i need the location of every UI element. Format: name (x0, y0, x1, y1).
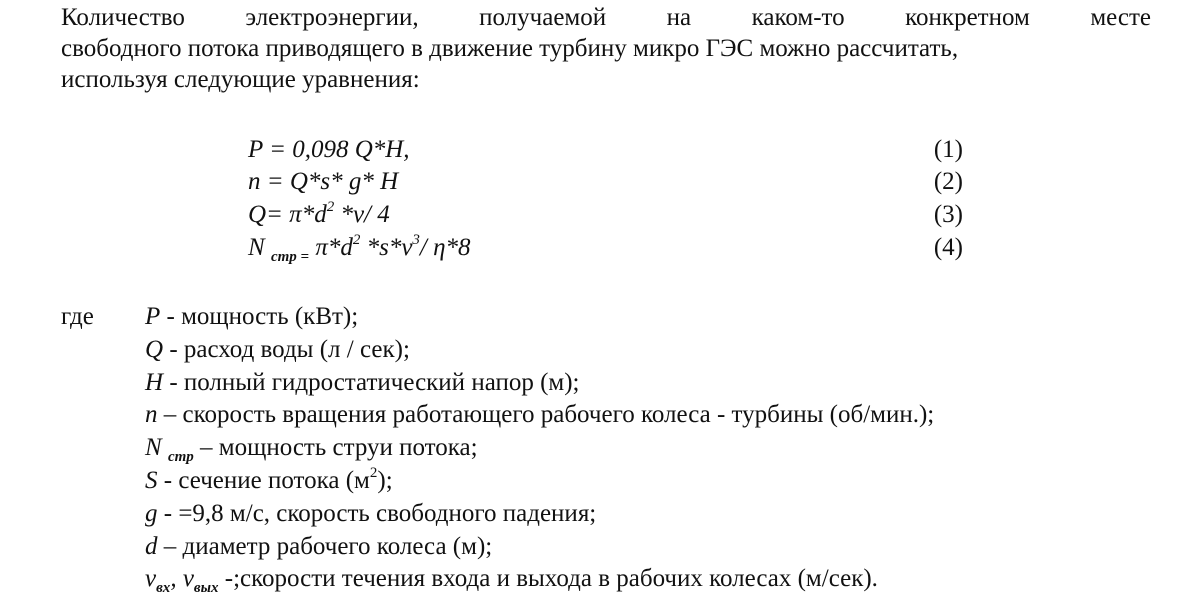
where-label: где (61, 303, 94, 330)
def-text: – диаметр рабочего колеса (м); (157, 532, 493, 560)
equation-1-number: (1) (933, 136, 963, 163)
def-text: - полный гидростатический напор (м); (163, 368, 580, 396)
def-text: - сечение потока (м (157, 466, 370, 494)
definition-section (145, 465, 1185, 498)
eq3-exponent: 2 (326, 199, 335, 215)
def-text: – скорость вращения работающего рабочего колеса - турбины (об/мин.); (157, 401, 935, 429)
def-symbol: v (145, 565, 157, 593)
definition-head (145, 367, 1185, 400)
def-symbol: P (145, 303, 161, 330)
def-symbol: N (145, 434, 168, 462)
equation-2 (248, 166, 963, 198)
eq4-exponent-2: 3 (412, 232, 420, 248)
eq4-part-1: π*d (309, 234, 353, 261)
def-subscript: стр (167, 449, 194, 466)
def-symbol: d (145, 532, 158, 560)
eq2-text: n = Q*s* g* H (248, 168, 399, 195)
def-subscript-in: вх (156, 580, 171, 597)
eq4-symbol: N (248, 234, 271, 261)
def-text: - =9,8 м/с, скорость свободного падения; (157, 499, 597, 527)
intro-line-3: используя следующие уравнения: (61, 66, 420, 93)
equation-2-number: (2) (933, 168, 963, 195)
intro-line-2: свободного потока приводящего в движение турбину микро ГЭС можно рассчитать, (61, 35, 959, 62)
definition-diameter (145, 531, 1185, 564)
def-symbol: H (145, 368, 164, 396)
eq1-text: P = 0,098 Q*H, (248, 136, 410, 163)
definition-rotation-speed (145, 399, 1185, 432)
equation-4-formula (248, 232, 471, 267)
def-text: – мощность струи потока; (193, 434, 478, 462)
equation-3-number: (3) (933, 201, 963, 228)
eq3-part-2: *v/ 4 (334, 201, 390, 228)
equation-1 (248, 134, 963, 166)
equation-2-formula (248, 166, 398, 198)
intro-paragraph (61, 2, 1151, 95)
def-subscript-out: вых (193, 580, 219, 597)
eq4-subscript: стр = (270, 249, 310, 265)
definition-velocities (145, 563, 1185, 596)
def-symbol: S (145, 466, 158, 494)
eq4-part-3: / η*8 (419, 234, 471, 261)
eq3-part-1: Q= π*d (248, 201, 327, 228)
def-text: - расход воды (л / сек); (163, 335, 410, 363)
def-text: -;скорости течения входа и выхода в рабочих колесах (м/сек). (218, 565, 878, 593)
eq4-part-2: *s*v (360, 234, 413, 261)
def-symbol: Q (145, 335, 164, 363)
def-symbol-2: , v (170, 565, 194, 593)
equation-3 (248, 199, 963, 231)
equation-3-formula (248, 199, 390, 231)
definition-flow (145, 334, 1185, 367)
definition-power (145, 301, 1185, 334)
def-exponent: 2 (369, 464, 378, 481)
intro-line-1: Количество электроэнергии, получаемой на каком-то конкретном месте (61, 4, 1151, 31)
equation-1-formula (248, 134, 410, 166)
def-symbol: n (145, 401, 158, 429)
eq4-exponent-1: 2 (352, 232, 361, 248)
equation-4 (248, 232, 963, 264)
def-symbol: g (145, 499, 158, 527)
def-text: - мощность (кВт); (160, 303, 359, 330)
equation-4-number: (4) (933, 234, 963, 261)
def-text-tail: ); (377, 466, 393, 494)
definitions-list (145, 301, 1185, 596)
definition-jet-power (145, 432, 1185, 465)
definition-gravity (145, 498, 1185, 531)
